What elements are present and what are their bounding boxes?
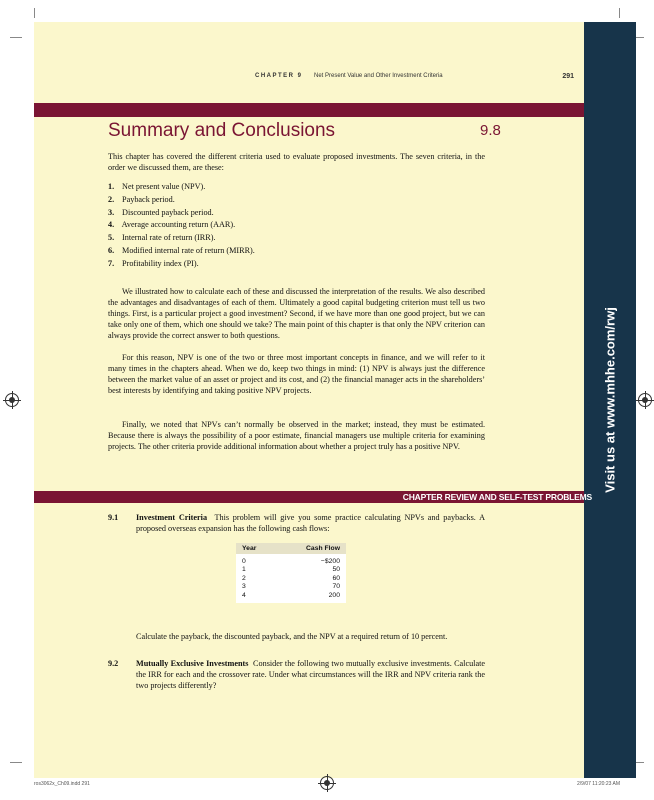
crop-mark <box>10 37 22 38</box>
crop-mark <box>34 8 35 18</box>
followup-text: Calculate the payback, the discounted payback, and the NPV at a required return of 10 percent. <box>136 632 448 641</box>
column-header-year: Year <box>236 543 276 554</box>
footer-timestamp: 2/9/07 11:20:23 AM <box>577 781 620 787</box>
list-item <box>108 232 255 245</box>
list-text: Discounted payback period. <box>122 207 214 217</box>
body-paragraph-1: We illustrated how to calculate each of these and discussed the interpretation of the results. We also described the advantages and disadvantages of each of them. Ultimately a good capital budgeting criterion must tell us two things. First, is a particular project a good investment? Second, if we have more than one good project, but we can take only one of them, which one should we take? The main point of this chapter is that only the NPV criterion can always provide the correct answer to both questions. <box>108 287 485 340</box>
table-header-row <box>236 543 346 554</box>
list-text: Payback period. <box>122 194 175 204</box>
year-cell: 1 <box>242 566 246 574</box>
registration-mark-icon <box>320 776 334 790</box>
list-number: 1. <box>108 182 115 191</box>
crop-mark <box>10 762 22 763</box>
table-row <box>236 566 346 574</box>
problem-9-2 <box>108 658 485 691</box>
list-number: 3. <box>108 207 115 217</box>
problem-9-1-followup <box>108 631 485 642</box>
year-cell: 4 <box>242 591 246 599</box>
column-header-cash-flow: Cash Flow <box>276 543 346 554</box>
list-item <box>108 245 255 258</box>
list-text: Net present value (NPV). <box>122 182 206 191</box>
section-title: Summary and Conclusions <box>108 120 336 141</box>
list-item <box>108 258 255 271</box>
year-cell: 3 <box>242 583 246 591</box>
criteria-list <box>108 181 255 271</box>
year-cell: 0 <box>242 558 246 565</box>
year-cell: 2 <box>242 574 246 582</box>
body-paragraph-3: Finally, we noted that NPVs can’t normally be observed in the market; instead, they must be estimated. Because there is always the possibility of a poor estimate, financial managers use multiple criteria for examining projects. The other criteria provide additional information about whether a project truly has a positive NPV. <box>108 420 485 451</box>
list-number: 2. <box>108 194 115 204</box>
chapter-label: CHAPTER 9 <box>255 73 303 79</box>
problem-9-1 <box>108 512 485 534</box>
problem-text: This problem will give you some practice calculating NPVs and paybacks. A proposed overseas expansion has the following cash flows: <box>136 513 485 533</box>
list-item <box>108 207 255 220</box>
list-number: 4. <box>108 220 115 230</box>
problem-number: 9.2 <box>108 659 119 668</box>
cash-flow-cell: 70 <box>332 583 340 591</box>
review-header: CHAPTER REVIEW AND SELF-TEST PROBLEMS <box>402 492 592 502</box>
list-item <box>108 194 255 207</box>
problem-title: Mutually Exclusive Investments <box>136 659 249 668</box>
list-number: 6. <box>108 245 115 255</box>
problem-title: Investment Criteria <box>136 513 208 522</box>
chapter-title: Net Present Value and Other Investment Criteria <box>314 73 443 79</box>
cash-flow-cell: 60 <box>332 574 340 582</box>
list-item <box>108 219 255 232</box>
crop-mark <box>619 8 620 18</box>
list-text: Average accounting return (AAR). <box>121 220 236 230</box>
page-number: 291 <box>562 73 574 80</box>
section-band <box>34 103 584 117</box>
list-number: 5. <box>108 233 115 243</box>
registration-mark-icon <box>638 393 652 407</box>
table-row <box>236 582 346 590</box>
footer-filename: ros3062x_Ch09.indd 291 <box>34 781 90 787</box>
table-row <box>236 591 346 603</box>
list-text: Internal rate of return (IRR). <box>122 233 216 243</box>
list-text: Modified internal rate of return (MIRR). <box>122 245 255 255</box>
body-paragraph-2: For this reason, NPV is one of the two or three most important concepts in finance, and we will refer to it many times in the chapters ahead. When we do, keep two things in mind: (1) NPV is always just the difference between the market value of an asset or project and its cost, and (2) the financial manager acts in the shareholders’ best interests by identifying and taking positive NPV projects. <box>108 353 485 395</box>
table-row <box>236 554 346 566</box>
section-number: 9.8 <box>480 122 501 139</box>
list-text: Profitability index (PI). <box>122 258 199 268</box>
problem-number: 9.1 <box>108 513 119 522</box>
cash-flow-table <box>236 543 346 603</box>
sidebar-url: Visit us at www.mhhe.com/rwj <box>602 307 618 493</box>
cash-flow-cell: −$200 <box>320 558 340 565</box>
registration-mark-icon <box>5 393 19 407</box>
cash-flow-cell: 50 <box>332 566 340 574</box>
problem-text: Consider the following two mutually exclusive investments. Calculate the IRR for each and the crossover rate. Under what circumstances will the IRR and NPV criteria rank the two projects differently? <box>136 659 485 690</box>
cash-flow-cell: 200 <box>328 591 340 599</box>
list-item <box>108 181 255 194</box>
intro-paragraph: This chapter has covered the different criteria used to evaluate proposed investments. The seven criteria, in the order we discussed them, are these: <box>108 152 485 172</box>
table-row <box>236 574 346 582</box>
list-number: 7. <box>108 258 115 268</box>
